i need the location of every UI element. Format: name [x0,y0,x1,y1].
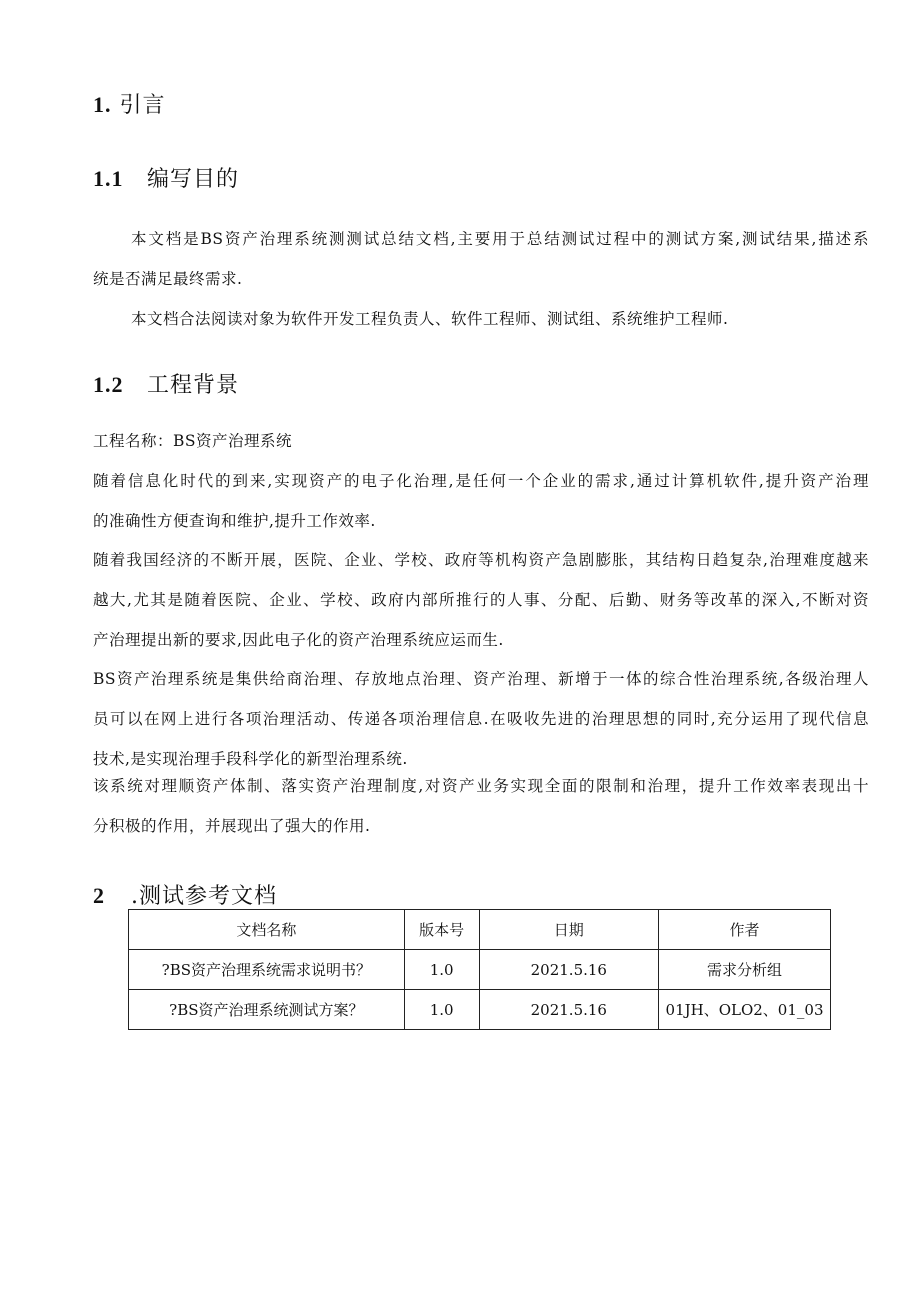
heading-number: 1. [93,92,112,117]
cell-doc-name: ?BS资产治理系统需求说明书？ [129,950,405,990]
heading-number: 2 [93,883,105,908]
reference-documents-table [128,909,831,1030]
column-header-date: 日期 [479,910,659,950]
paragraph-line: 越大,尤其是随着医院、企业、学校、政府内部所推行的人事、分配、后勤、财务等改革的深入,不断对资 [93,591,869,609]
table-row [129,950,831,990]
paragraph-line: 随着我国经济的不断开展，医院、企业、学校、政府等机构资产急剧膨胀，其结构日趋复杂,治理难度越来 [93,551,869,569]
paragraph-line: 统是否满足最终需求. [93,270,243,288]
cell-doc-name: ?BS资产治理系统测试方案？ [129,990,405,1030]
cell-version: 1.0 [404,990,479,1030]
cell-version: 1.0 [404,950,479,990]
paragraph-line: 随着信息化时代的到来,实现资产的电子化治理,是任何一个企业的需求,通过计算机软件,提升资产治理 [93,472,869,490]
purpose-paragraph-1 [93,219,869,299]
background-paragraph-1 [93,461,869,541]
paragraph-line: 产治理提出新的要求,因此电子化的资产治理系统应运而生. [93,631,504,649]
paragraph-line: 工程名称：BS资产治理系统 [93,432,293,450]
table-header-row [129,910,831,950]
background-paragraph-3 [93,659,869,779]
paragraph-line: BS资产治理系统是集供给商治理、存放地点治理、资产治理、新增于一体的综合性治理系统,各级治理人 [93,670,869,688]
heading-number: 1.1 [93,166,124,191]
paragraph-line: 本文档合法阅读对象为软件开发工程负责人、软件工程师、测试组、系统维护工程师. [131,310,729,328]
column-header-author: 作者 [659,910,831,950]
paragraph-line: 该系统对理顺资产体制、落实资产治理制度,对资产业务实现全面的限制和治理，提升工作效率表现出十 [93,777,869,795]
cell-author: 01JH、OLO2、01_03 [659,990,831,1030]
cell-date: 2021.5.16 [479,990,659,1030]
heading-section-1 [93,88,166,119]
table-row [129,990,831,1030]
column-header-version: 版本号 [404,910,479,950]
background-paragraph-4 [93,766,869,846]
paragraph-line: 员可以在网上进行各项治理活动、传递各项治理信息.在吸收先进的治理思想的同时,充分运用了现代信息 [93,710,869,728]
heading-section-2 [93,879,277,910]
paragraph-line: 本文档是BS资产治理系统测测试总结文档,主要用于总结测试过程中的测试方案,测试结果,描述系 [131,230,869,248]
heading-title: .测试参考文档 [131,884,277,909]
heading-title: 引言 [119,93,166,118]
heading-title: 编写目的 [147,167,240,192]
background-paragraph-2 [93,540,869,660]
paragraph-line: 分积极的作用，并展现出了强大的作用. [93,817,371,835]
project-name [93,421,292,461]
cell-date: 2021.5.16 [479,950,659,990]
heading-section-1-1 [93,162,239,193]
heading-title: 工程背景 [147,373,240,398]
cell-author: 需求分析组 [659,950,831,990]
paragraph-line: 技术,是实现治理手段科学化的新型治理系统. [93,750,408,768]
purpose-paragraph-2 [131,299,728,339]
paragraph-line: 的准确性方便查询和维护,提升工作效率. [93,512,376,530]
heading-number: 1.2 [93,372,124,397]
heading-section-1-2 [93,368,239,399]
column-header-doc-name: 文档名称 [129,910,405,950]
